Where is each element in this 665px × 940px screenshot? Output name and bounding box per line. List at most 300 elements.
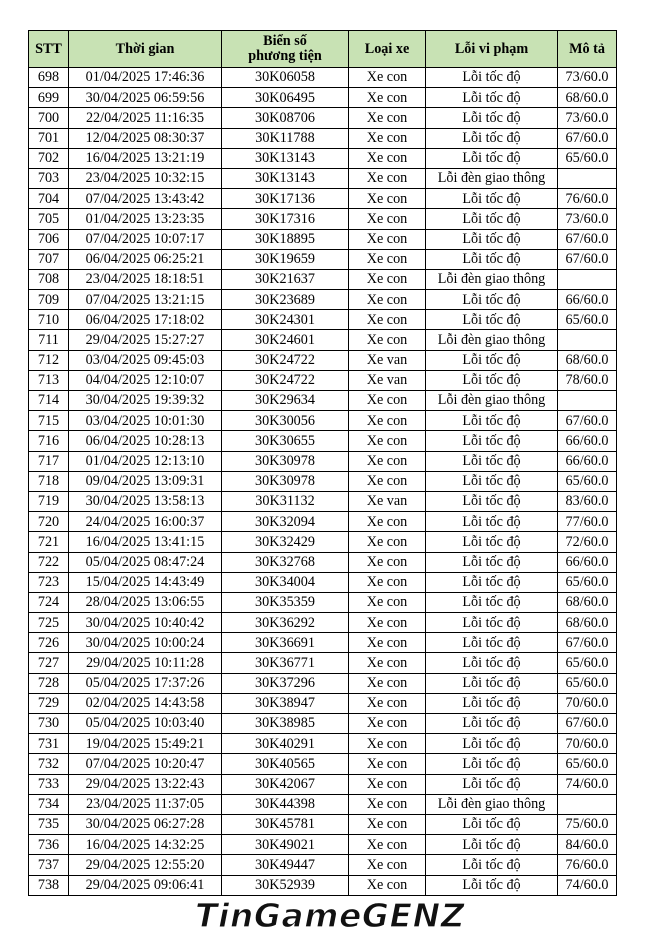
table-row: [29, 613, 617, 633]
table-body: [29, 68, 617, 896]
cell-plate: 30K24301: [222, 310, 349, 330]
cell-plate: 30K44398: [222, 794, 349, 814]
cell-vehicle: Xe con: [349, 168, 426, 188]
table-row: [29, 532, 617, 552]
cell-desc: 70/60.0: [558, 734, 617, 754]
cell-vehicle: Xe con: [349, 330, 426, 350]
header-time: Thời gian: [69, 31, 222, 68]
cell-violation: Lỗi tốc độ: [426, 290, 558, 310]
cell-vehicle: Xe con: [349, 693, 426, 713]
cell-vehicle: Xe con: [349, 128, 426, 148]
cell-stt: 699: [29, 88, 69, 108]
cell-violation: Lỗi tốc độ: [426, 491, 558, 511]
cell-plate: 30K49021: [222, 835, 349, 855]
header-stt: STT: [29, 31, 69, 68]
cell-time: 23/04/2025 11:37:05: [69, 794, 222, 814]
cell-time: 15/04/2025 14:43:49: [69, 572, 222, 592]
cell-stt: 717: [29, 451, 69, 471]
cell-stt: 734: [29, 794, 69, 814]
cell-desc: 83/60.0: [558, 491, 617, 511]
cell-plate: 30K21637: [222, 269, 349, 289]
cell-desc: 78/60.0: [558, 370, 617, 390]
header-plate: [222, 31, 349, 68]
cell-vehicle: Xe con: [349, 148, 426, 168]
table-row: [29, 68, 617, 88]
cell-desc: 76/60.0: [558, 855, 617, 875]
cell-violation: Lỗi tốc độ: [426, 653, 558, 673]
cell-stt: 708: [29, 269, 69, 289]
table-row: [29, 229, 617, 249]
cell-time: 30/04/2025 13:58:13: [69, 491, 222, 511]
cell-plate: 30K34004: [222, 572, 349, 592]
cell-time: 29/04/2025 15:27:27: [69, 330, 222, 350]
cell-violation: Lỗi tốc độ: [426, 128, 558, 148]
cell-stt: 712: [29, 350, 69, 370]
cell-plate: 30K23689: [222, 290, 349, 310]
cell-desc: 77/60.0: [558, 512, 617, 532]
cell-stt: 723: [29, 572, 69, 592]
cell-desc: 66/60.0: [558, 290, 617, 310]
cell-stt: 728: [29, 673, 69, 693]
table-header: [29, 31, 617, 68]
cell-desc: 68/60.0: [558, 592, 617, 612]
table-row: [29, 835, 617, 855]
cell-stt: 703: [29, 168, 69, 188]
cell-violation: Lỗi tốc độ: [426, 774, 558, 794]
cell-plate: 30K40565: [222, 754, 349, 774]
cell-vehicle: Xe con: [349, 835, 426, 855]
cell-stt: 731: [29, 734, 69, 754]
cell-stt: 700: [29, 108, 69, 128]
cell-plate: 30K42067: [222, 774, 349, 794]
cell-desc: 65/60.0: [558, 673, 617, 693]
cell-violation: Lỗi tốc độ: [426, 350, 558, 370]
cell-stt: 709: [29, 290, 69, 310]
cell-plate: 30K36771: [222, 653, 349, 673]
cell-desc: 74/60.0: [558, 875, 617, 895]
cell-plate: 30K17316: [222, 209, 349, 229]
cell-violation: Lỗi tốc độ: [426, 673, 558, 693]
table-row: [29, 471, 617, 491]
cell-stt: 726: [29, 633, 69, 653]
cell-plate: 30K30978: [222, 451, 349, 471]
cell-stt: 711: [29, 330, 69, 350]
table-row: [29, 431, 617, 451]
header-row: [29, 31, 617, 68]
cell-plate: 30K24722: [222, 370, 349, 390]
cell-plate: 30K40291: [222, 734, 349, 754]
cell-violation: Lỗi tốc độ: [426, 754, 558, 774]
cell-stt: 718: [29, 471, 69, 491]
cell-violation: Lỗi tốc độ: [426, 552, 558, 572]
cell-plate: 30K32768: [222, 552, 349, 572]
table-row: [29, 673, 617, 693]
cell-stt: 730: [29, 714, 69, 734]
table-row: [29, 734, 617, 754]
cell-stt: 707: [29, 249, 69, 269]
cell-stt: 710: [29, 310, 69, 330]
cell-plate: 30K32094: [222, 512, 349, 532]
cell-desc: [558, 330, 617, 350]
cell-violation: Lỗi tốc độ: [426, 855, 558, 875]
cell-vehicle: Xe van: [349, 350, 426, 370]
cell-time: 05/04/2025 17:37:26: [69, 673, 222, 693]
table-row: [29, 370, 617, 390]
cell-desc: [558, 794, 617, 814]
cell-desc: 68/60.0: [558, 613, 617, 633]
cell-stt: 704: [29, 189, 69, 209]
cell-vehicle: Xe con: [349, 855, 426, 875]
cell-vehicle: Xe con: [349, 411, 426, 431]
cell-stt: 714: [29, 391, 69, 411]
cell-vehicle: Xe con: [349, 714, 426, 734]
cell-violation: Lỗi tốc độ: [426, 471, 558, 491]
cell-plate: 30K19659: [222, 249, 349, 269]
cell-vehicle: Xe con: [349, 269, 426, 289]
cell-desc: 65/60.0: [558, 754, 617, 774]
cell-vehicle: Xe con: [349, 88, 426, 108]
cell-desc: [558, 391, 617, 411]
cell-desc: 65/60.0: [558, 310, 617, 330]
cell-desc: 73/60.0: [558, 209, 617, 229]
table-row: [29, 189, 617, 209]
cell-violation: Lỗi đèn giao thông: [426, 330, 558, 350]
cell-violation: Lỗi đèn giao thông: [426, 269, 558, 289]
cell-time: 29/04/2025 09:06:41: [69, 875, 222, 895]
cell-stt: 698: [29, 68, 69, 88]
table-row: [29, 512, 617, 532]
cell-vehicle: Xe van: [349, 370, 426, 390]
table-row: [29, 572, 617, 592]
cell-vehicle: Xe con: [349, 209, 426, 229]
cell-time: 30/04/2025 06:59:56: [69, 88, 222, 108]
cell-time: 30/04/2025 10:00:24: [69, 633, 222, 653]
cell-stt: 725: [29, 613, 69, 633]
cell-violation: Lỗi tốc độ: [426, 875, 558, 895]
table-row: [29, 128, 617, 148]
cell-stt: 727: [29, 653, 69, 673]
cell-vehicle: Xe con: [349, 673, 426, 693]
table-row: [29, 249, 617, 269]
cell-vehicle: Xe con: [349, 189, 426, 209]
cell-time: 06/04/2025 17:18:02: [69, 310, 222, 330]
cell-stt: 721: [29, 532, 69, 552]
cell-desc: [558, 269, 617, 289]
cell-time: 30/04/2025 06:27:28: [69, 814, 222, 834]
cell-violation: Lỗi tốc độ: [426, 148, 558, 168]
table-row: [29, 330, 617, 350]
cell-stt: 715: [29, 411, 69, 431]
cell-time: 07/04/2025 13:21:15: [69, 290, 222, 310]
cell-plate: 30K38947: [222, 693, 349, 713]
table-row: [29, 108, 617, 128]
table-row: [29, 592, 617, 612]
cell-plate: 30K45781: [222, 814, 349, 834]
cell-violation: Lỗi tốc độ: [426, 572, 558, 592]
cell-time: 01/04/2025 13:23:35: [69, 209, 222, 229]
cell-vehicle: Xe con: [349, 249, 426, 269]
cell-desc: 74/60.0: [558, 774, 617, 794]
cell-violation: Lỗi tốc độ: [426, 370, 558, 390]
header-desc: Mô tả: [558, 31, 617, 68]
cell-plate: 30K06058: [222, 68, 349, 88]
cell-stt: 701: [29, 128, 69, 148]
table-row: [29, 168, 617, 188]
cell-vehicle: Xe con: [349, 754, 426, 774]
cell-time: 07/04/2025 13:43:42: [69, 189, 222, 209]
cell-violation: Lỗi tốc độ: [426, 249, 558, 269]
cell-time: 24/04/2025 16:00:37: [69, 512, 222, 532]
cell-time: 02/04/2025 14:43:58: [69, 693, 222, 713]
cell-desc: 67/60.0: [558, 128, 617, 148]
cell-time: 12/04/2025 08:30:37: [69, 128, 222, 148]
cell-vehicle: Xe con: [349, 814, 426, 834]
cell-plate: 30K24601: [222, 330, 349, 350]
table-row: [29, 350, 617, 370]
cell-vehicle: Xe con: [349, 290, 426, 310]
table-row: [29, 290, 617, 310]
cell-time: 06/04/2025 06:25:21: [69, 249, 222, 269]
cell-violation: Lỗi tốc độ: [426, 613, 558, 633]
cell-plate: 30K13143: [222, 168, 349, 188]
cell-plate: 30K30978: [222, 471, 349, 491]
cell-stt: 733: [29, 774, 69, 794]
cell-desc: 65/60.0: [558, 653, 617, 673]
cell-desc: 75/60.0: [558, 814, 617, 834]
cell-desc: 67/60.0: [558, 229, 617, 249]
cell-violation: Lỗi đèn giao thông: [426, 794, 558, 814]
table-row: [29, 633, 617, 653]
cell-plate: 30K08706: [222, 108, 349, 128]
cell-desc: 84/60.0: [558, 835, 617, 855]
cell-time: 07/04/2025 10:07:17: [69, 229, 222, 249]
cell-desc: 73/60.0: [558, 108, 617, 128]
cell-violation: Lỗi tốc độ: [426, 693, 558, 713]
cell-vehicle: Xe con: [349, 552, 426, 572]
cell-plate: 30K32429: [222, 532, 349, 552]
table-row: [29, 310, 617, 330]
cell-plate: 30K17136: [222, 189, 349, 209]
violations-table: [28, 30, 617, 896]
cell-desc: 67/60.0: [558, 714, 617, 734]
cell-time: 30/04/2025 10:40:42: [69, 613, 222, 633]
cell-violation: Lỗi tốc độ: [426, 68, 558, 88]
cell-vehicle: Xe con: [349, 310, 426, 330]
cell-time: 28/04/2025 13:06:55: [69, 592, 222, 612]
cell-plate: 30K18895: [222, 229, 349, 249]
table-row: [29, 814, 617, 834]
cell-violation: Lỗi tốc độ: [426, 734, 558, 754]
cell-violation: Lỗi tốc độ: [426, 189, 558, 209]
cell-time: 07/04/2025 10:20:47: [69, 754, 222, 774]
cell-vehicle: Xe con: [349, 431, 426, 451]
cell-violation: Lỗi tốc độ: [426, 512, 558, 532]
cell-time: 09/04/2025 13:09:31: [69, 471, 222, 491]
cell-vehicle: Xe con: [349, 653, 426, 673]
table-row: [29, 88, 617, 108]
cell-desc: 67/60.0: [558, 411, 617, 431]
cell-time: 01/04/2025 17:46:36: [69, 68, 222, 88]
watermark-logo: TinGameGENZ: [195, 896, 466, 935]
cell-vehicle: Xe con: [349, 734, 426, 754]
cell-plate: 30K31132: [222, 491, 349, 511]
cell-vehicle: Xe con: [349, 774, 426, 794]
cell-desc: 67/60.0: [558, 249, 617, 269]
cell-stt: 736: [29, 835, 69, 855]
header-plate-line1: Biển số: [263, 33, 307, 49]
cell-plate: 30K49447: [222, 855, 349, 875]
cell-desc: 73/60.0: [558, 68, 617, 88]
cell-time: 03/04/2025 09:45:03: [69, 350, 222, 370]
cell-time: 23/04/2025 18:18:51: [69, 269, 222, 289]
cell-desc: 66/60.0: [558, 552, 617, 572]
cell-stt: 737: [29, 855, 69, 875]
cell-stt: 722: [29, 552, 69, 572]
cell-vehicle: Xe con: [349, 108, 426, 128]
cell-plate: 30K13143: [222, 148, 349, 168]
cell-time: 19/04/2025 15:49:21: [69, 734, 222, 754]
cell-violation: Lỗi đèn giao thông: [426, 391, 558, 411]
cell-time: 22/04/2025 11:16:35: [69, 108, 222, 128]
cell-time: 29/04/2025 10:11:28: [69, 653, 222, 673]
cell-time: 29/04/2025 12:55:20: [69, 855, 222, 875]
cell-violation: Lỗi tốc độ: [426, 532, 558, 552]
cell-stt: 706: [29, 229, 69, 249]
header-vehicle: Loại xe: [349, 31, 426, 68]
table-row: [29, 451, 617, 471]
cell-violation: Lỗi tốc độ: [426, 229, 558, 249]
table-row: [29, 693, 617, 713]
cell-stt: 716: [29, 431, 69, 451]
cell-vehicle: Xe con: [349, 451, 426, 471]
cell-vehicle: Xe con: [349, 613, 426, 633]
cell-vehicle: Xe con: [349, 471, 426, 491]
cell-desc: 66/60.0: [558, 451, 617, 471]
cell-violation: Lỗi tốc độ: [426, 431, 558, 451]
cell-stt: 729: [29, 693, 69, 713]
cell-violation: Lỗi tốc độ: [426, 633, 558, 653]
cell-stt: 705: [29, 209, 69, 229]
cell-stt: 702: [29, 148, 69, 168]
cell-plate: 30K30056: [222, 411, 349, 431]
cell-violation: Lỗi tốc độ: [426, 209, 558, 229]
cell-time: 16/04/2025 13:41:15: [69, 532, 222, 552]
table-row: [29, 209, 617, 229]
cell-stt: 724: [29, 592, 69, 612]
cell-violation: Lỗi tốc độ: [426, 451, 558, 471]
cell-vehicle: Xe con: [349, 532, 426, 552]
cell-plate: 30K11788: [222, 128, 349, 148]
cell-plate: 30K06495: [222, 88, 349, 108]
table-row: [29, 794, 617, 814]
cell-stt: 720: [29, 512, 69, 532]
cell-violation: Lỗi tốc độ: [426, 411, 558, 431]
cell-time: 05/04/2025 08:47:24: [69, 552, 222, 572]
table-row: [29, 148, 617, 168]
cell-time: 29/04/2025 13:22:43: [69, 774, 222, 794]
cell-violation: Lỗi tốc độ: [426, 714, 558, 734]
cell-plate: 30K37296: [222, 673, 349, 693]
header-violation: Lỗi vi phạm: [426, 31, 558, 68]
cell-desc: 72/60.0: [558, 532, 617, 552]
cell-time: 30/04/2025 19:39:32: [69, 391, 222, 411]
cell-time: 04/04/2025 12:10:07: [69, 370, 222, 390]
cell-vehicle: Xe con: [349, 592, 426, 612]
cell-plate: 30K30655: [222, 431, 349, 451]
cell-time: 23/04/2025 10:32:15: [69, 168, 222, 188]
table-row: [29, 754, 617, 774]
cell-desc: 67/60.0: [558, 633, 617, 653]
cell-plate: 30K24722: [222, 350, 349, 370]
cell-vehicle: Xe con: [349, 875, 426, 895]
cell-stt: 713: [29, 370, 69, 390]
cell-violation: Lỗi tốc độ: [426, 88, 558, 108]
cell-stt: 735: [29, 814, 69, 834]
cell-desc: [558, 168, 617, 188]
cell-stt: 738: [29, 875, 69, 895]
cell-plate: 30K35359: [222, 592, 349, 612]
cell-vehicle: Xe van: [349, 491, 426, 511]
table-row: [29, 269, 617, 289]
cell-vehicle: Xe con: [349, 68, 426, 88]
table-row: [29, 653, 617, 673]
cell-desc: 68/60.0: [558, 350, 617, 370]
cell-vehicle: Xe con: [349, 794, 426, 814]
cell-time: 03/04/2025 10:01:30: [69, 411, 222, 431]
table-row: [29, 855, 617, 875]
cell-violation: Lỗi tốc độ: [426, 310, 558, 330]
cell-vehicle: Xe con: [349, 633, 426, 653]
cell-violation: Lỗi tốc độ: [426, 814, 558, 834]
cell-time: 06/04/2025 10:28:13: [69, 431, 222, 451]
cell-plate: 30K29634: [222, 391, 349, 411]
cell-desc: 70/60.0: [558, 693, 617, 713]
cell-time: 16/04/2025 13:21:19: [69, 148, 222, 168]
cell-vehicle: Xe con: [349, 229, 426, 249]
table-row: [29, 875, 617, 895]
cell-plate: 30K36691: [222, 633, 349, 653]
cell-stt: 732: [29, 754, 69, 774]
cell-plate: 30K52939: [222, 875, 349, 895]
cell-desc: 65/60.0: [558, 471, 617, 491]
cell-vehicle: Xe con: [349, 512, 426, 532]
cell-violation: Lỗi tốc độ: [426, 835, 558, 855]
table-row: [29, 714, 617, 734]
cell-time: 16/04/2025 14:32:25: [69, 835, 222, 855]
cell-desc: 68/60.0: [558, 88, 617, 108]
cell-time: 05/04/2025 10:03:40: [69, 714, 222, 734]
cell-violation: Lỗi tốc độ: [426, 592, 558, 612]
cell-violation: Lỗi đèn giao thông: [426, 168, 558, 188]
cell-time: 01/04/2025 12:13:10: [69, 451, 222, 471]
cell-desc: 76/60.0: [558, 189, 617, 209]
table-row: [29, 552, 617, 572]
cell-desc: 66/60.0: [558, 431, 617, 451]
table-row: [29, 391, 617, 411]
cell-stt: 719: [29, 491, 69, 511]
cell-desc: 65/60.0: [558, 572, 617, 592]
table-row: [29, 411, 617, 431]
table-row: [29, 774, 617, 794]
cell-plate: 30K38985: [222, 714, 349, 734]
table-row: [29, 491, 617, 511]
cell-violation: Lỗi tốc độ: [426, 108, 558, 128]
header-plate-line2: phương tiện: [248, 48, 322, 64]
cell-vehicle: Xe con: [349, 391, 426, 411]
cell-desc: 65/60.0: [558, 148, 617, 168]
cell-plate: 30K36292: [222, 613, 349, 633]
cell-vehicle: Xe con: [349, 572, 426, 592]
